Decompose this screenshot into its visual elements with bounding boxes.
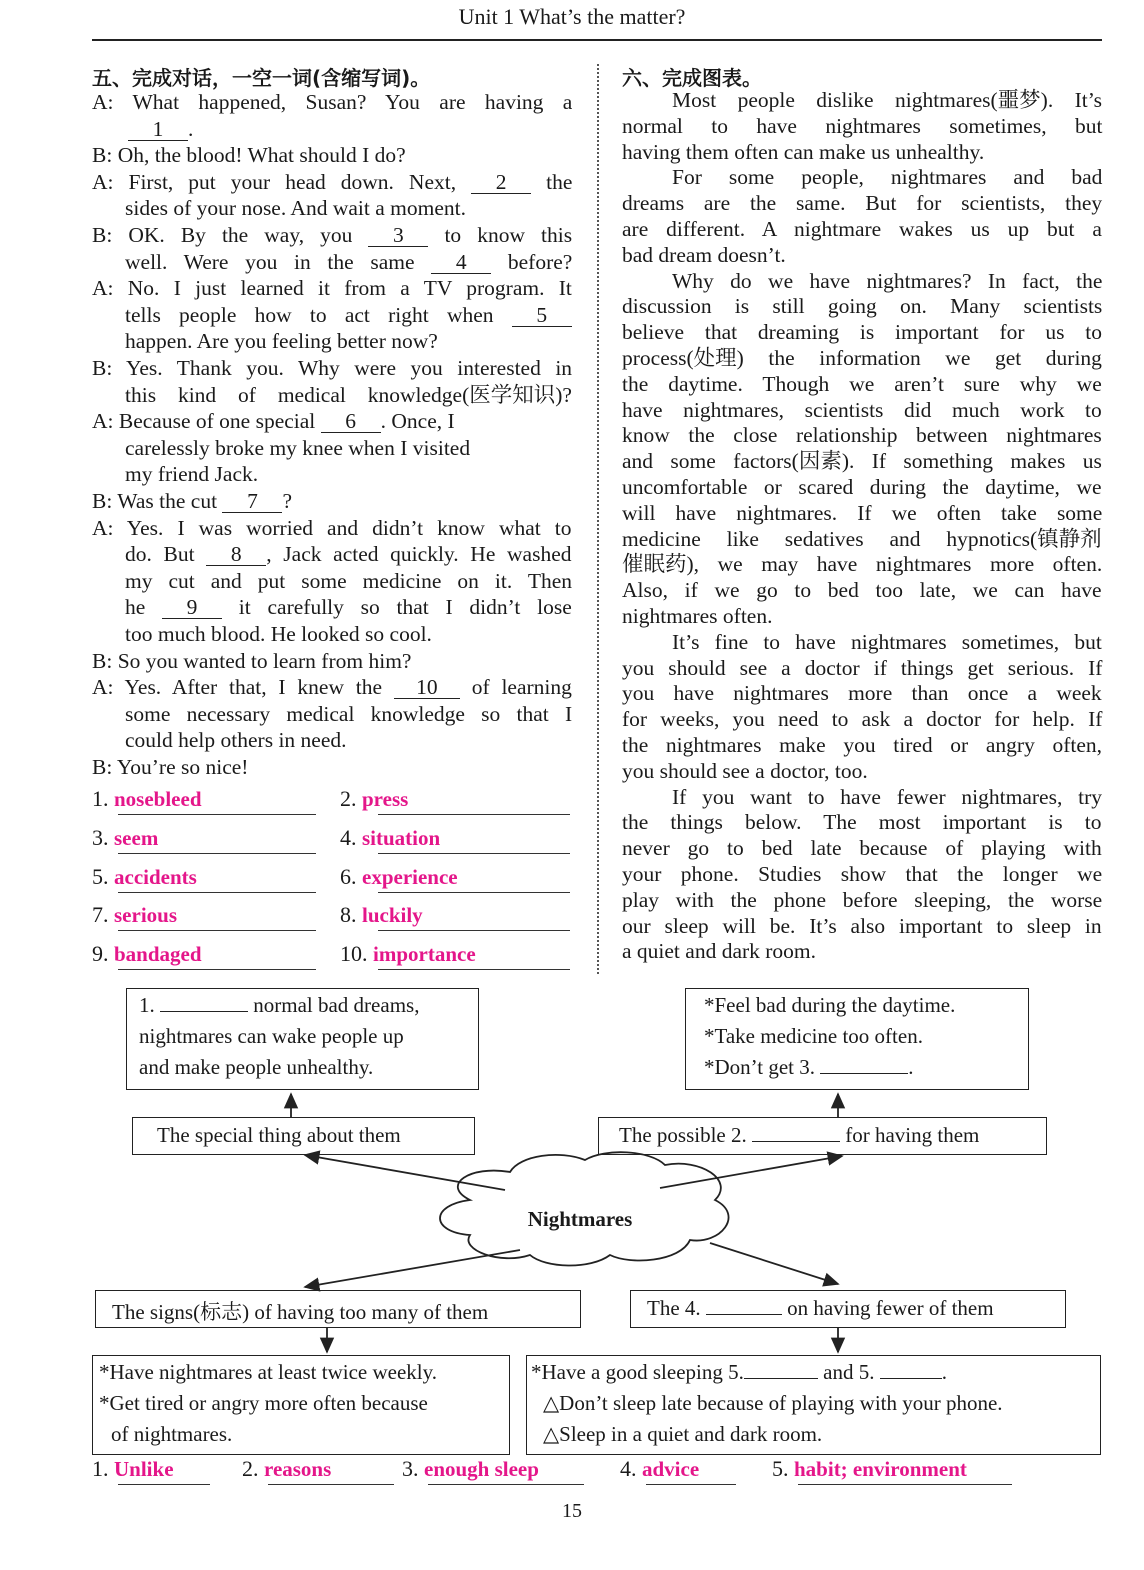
passage-line: you should see a doctor if things get serious. If bbox=[622, 655, 1103, 680]
answer-item: 6. experience bbox=[340, 863, 458, 889]
box-signs: The signs(标志) of having too many of them bbox=[95, 1290, 581, 1328]
box-causes: *Feel bad during the daytime. *Take medicine too often. *Don’t get 3. . bbox=[685, 988, 1029, 1090]
box-advice: The 4. on having fewer of them bbox=[630, 1290, 1066, 1328]
map-answer-item: 2. reasons bbox=[242, 1456, 332, 1481]
answer-word: situation bbox=[362, 825, 441, 850]
dialogue-line: B: Was the cut 7 ? bbox=[92, 489, 292, 513]
box-unlike: 1. normal bad dreams, nightmares can wake people up and make people unhealthy. bbox=[126, 988, 479, 1090]
dialogue-line: too much blood. He looked so cool. bbox=[125, 622, 432, 646]
map-answer-word: Unlike bbox=[114, 1457, 174, 1481]
answer-word: importance bbox=[373, 942, 476, 967]
mindmap-center: Nightmares bbox=[527, 1207, 633, 1231]
passage-line: you have nightmares more than once a week bbox=[622, 681, 1102, 706]
passage-line: never go to bed late because of playing with bbox=[622, 836, 1102, 861]
dialogue-line: B: So you wanted to learn from him? bbox=[92, 648, 412, 673]
answer-word: experience bbox=[362, 864, 458, 889]
dialogue-line: my cut and put some medicine on it. Then bbox=[125, 568, 573, 593]
map-answer-word: advice bbox=[642, 1457, 700, 1481]
box-possible-reasons: The possible 2. for having them bbox=[598, 1117, 1047, 1155]
passage-line: your phone. Studies show that the longer we bbox=[622, 862, 1103, 886]
passage-line: play with the phone before sleeping, the worse bbox=[622, 887, 1103, 912]
dialogue-line: A: Yes. I was worried and didn’t know what to bbox=[92, 515, 572, 540]
passage-line: know the close relationship between nightmares bbox=[622, 423, 1102, 448]
answer-word: luckily bbox=[362, 903, 423, 928]
passage-line: discussion is still going on. Many scientists bbox=[622, 294, 1103, 319]
passage-line: uncomfortable or scared during the daytime, we bbox=[622, 475, 1102, 499]
answer-blank: 9 bbox=[162, 596, 222, 619]
answer-item: 8. luckily bbox=[340, 902, 423, 928]
dialogue-line: A: No. I just learned it from a TV program. It bbox=[92, 276, 572, 301]
passage-line: normal to have nightmares sometimes, but bbox=[622, 113, 1103, 138]
map-answer-item: 5. habit; environment bbox=[772, 1456, 967, 1481]
map-answer-underline bbox=[798, 1484, 1012, 1485]
answer-blank: 10 bbox=[394, 676, 460, 699]
map-answer-word: reasons bbox=[264, 1457, 332, 1481]
passage-line: have nightmares, scientists did much work to bbox=[622, 397, 1102, 422]
dialogue-line: carelessly broke my knee when I visited bbox=[125, 435, 471, 460]
answer-word: bandaged bbox=[114, 942, 202, 967]
map-answer-item: 1. Unlike bbox=[92, 1456, 174, 1481]
dialogue-line: he 9 it carefully so that I didn’t lose bbox=[125, 595, 572, 620]
answer-blank: 8 bbox=[206, 543, 266, 566]
answer-blank: 1 bbox=[128, 118, 188, 141]
map-answer-word: habit; environment bbox=[794, 1457, 967, 1481]
map-answer-item: 4. advice bbox=[620, 1456, 700, 1481]
answer-item: 4. situation bbox=[340, 824, 441, 850]
answer-item: 5. accidents bbox=[92, 863, 197, 889]
passage-line: bad dream doesn’t. bbox=[622, 242, 786, 267]
answer-item: 3. seem bbox=[92, 824, 159, 850]
section5-title: 五、完成对话，一空一词(含缩写词)。 bbox=[92, 66, 431, 90]
page-number: 15 bbox=[562, 1500, 582, 1522]
answer-blank: 7 bbox=[222, 490, 282, 513]
passage-line: If you want to have fewer nightmares, try bbox=[672, 784, 1103, 809]
map-answer-underline bbox=[646, 1484, 736, 1485]
passage-line: process(处理) the information we get during bbox=[622, 346, 1102, 370]
answer-word: accidents bbox=[114, 864, 197, 889]
answer-word: seem bbox=[114, 825, 159, 850]
dialogue-line: tells people how to act right when 5 bbox=[125, 302, 572, 329]
passage-line: nightmares often. bbox=[622, 604, 773, 628]
answer-blank: 6 bbox=[321, 410, 381, 433]
map-answer-word: enough sleep bbox=[424, 1457, 539, 1481]
section6-title: 六、完成图表。 bbox=[622, 66, 762, 90]
passage-line: believe that dreaming is important for us to bbox=[622, 320, 1102, 345]
answer-item: 7. serious bbox=[92, 902, 177, 928]
dialogue-line: A: What happened, Susan? You are having a bbox=[92, 90, 573, 114]
passage-line: our sleep will be. It’s also important to sleep in bbox=[622, 913, 1102, 938]
box-advice-detail: *Have a good sleeping 5. and 5. . △Don’t sleep late because of playing with your phone. △Sleep in a quiet and dark room. bbox=[526, 1355, 1101, 1455]
answer-word: serious bbox=[114, 903, 177, 928]
answer-word: press bbox=[362, 787, 409, 811]
map-answer-underline bbox=[118, 1484, 210, 1485]
mindmap-answers bbox=[92, 1456, 1102, 1490]
dialogue-line: well. Were you in the same 4 before? bbox=[125, 249, 573, 274]
passage-line: the things below. The most important is to bbox=[622, 810, 1102, 835]
dialogue-line: B: You’re so nice! bbox=[92, 755, 249, 779]
passage-line: Also, if we go to bed too late, we can have bbox=[622, 578, 1102, 603]
answer-item: 2. press bbox=[340, 786, 409, 811]
answer-item: 9. bandaged bbox=[92, 941, 202, 967]
passage-line: are different. A nightmare wakes us up but a bbox=[622, 217, 1102, 241]
dialogue-line: some necessary medical knowledge so that I bbox=[125, 701, 573, 726]
dialogue-line: do. But 8 , Jack acted quickly. He washed bbox=[125, 542, 572, 567]
passage-line: will have nightmares. If we often take some bbox=[622, 500, 1103, 525]
dialogue-line: 1 . bbox=[128, 116, 193, 143]
dialogue-line: A: Because of one special 6 . Once, I bbox=[92, 409, 455, 434]
passage-line: for weeks, you need to ask a doctor for help. If bbox=[622, 707, 1103, 732]
passage-line: For some people, nightmares and bad bbox=[672, 165, 1103, 190]
dialogue-line: my friend Jack. bbox=[125, 462, 259, 487]
dialogue-line: this kind of medical knowledge(医学知识)? bbox=[125, 382, 572, 407]
dialogue-line: sides of your nose. And wait a moment. bbox=[125, 196, 466, 221]
answer-blank: 4 bbox=[431, 251, 491, 274]
passage-line: and some factors(因素). If something makes us bbox=[622, 449, 1102, 474]
answer-item: 1. nosebleed bbox=[92, 786, 202, 811]
answer-blank: 2 bbox=[471, 171, 531, 194]
passage-line: 催眠药), we may have nightmares more often. bbox=[622, 552, 1103, 577]
passage-line: Most people dislike nightmares(噩梦). It’s bbox=[672, 88, 1103, 112]
dialogue-line: A: Yes. After that, I knew the 10 of learning bbox=[92, 675, 572, 700]
passage-line: a quiet and dark room. bbox=[622, 939, 817, 964]
map-answer-underline bbox=[428, 1484, 584, 1485]
passage-line: dreams are the same. But for scientists, they bbox=[622, 191, 1103, 216]
passage-line: medicine like sedatives and hypnotics(镇静剂 bbox=[622, 526, 1102, 551]
answer-blank: 3 bbox=[368, 224, 428, 247]
dialogue-line: happen. Are you feeling better now? bbox=[125, 329, 438, 354]
map-answer-item: 3. enough sleep bbox=[402, 1456, 539, 1481]
passage-line: Why do we have nightmares? In fact, the bbox=[672, 268, 1103, 293]
running-header: Unit 1 What’s the matter? bbox=[458, 4, 686, 29]
passage-line: the nightmares make you tired or angry often, bbox=[622, 733, 1103, 757]
passage-line: you should see a doctor, too. bbox=[622, 758, 868, 783]
passage-line: the daytime. Though we aren’t sure why we bbox=[622, 371, 1102, 396]
box-signs-detail: *Have nightmares at least twice weekly. *Get tired or angry more often because of nightmares. bbox=[92, 1355, 510, 1455]
dialogue-line: B: Yes. Thank you. Why were you interested in bbox=[92, 356, 573, 380]
dialogue-line: A: First, put your head down. Next, 2 the bbox=[92, 169, 573, 194]
dialogue-line: could help others in need. bbox=[125, 728, 347, 753]
passage-line: having them often can make us unhealthy. bbox=[622, 139, 985, 164]
box-special-thing: The special thing about them bbox=[132, 1117, 475, 1155]
dialogue-line: B: Oh, the blood! What should I do? bbox=[92, 143, 406, 168]
map-answer-underline bbox=[268, 1484, 394, 1485]
dialogue-line: B: OK. By the way, you 3 to know this bbox=[92, 223, 573, 247]
answer-blank: 5 bbox=[512, 304, 572, 327]
answer-word: nosebleed bbox=[114, 787, 202, 811]
passage-line: It’s fine to have nightmares sometimes, but bbox=[672, 629, 1102, 654]
answer-item: 10. importance bbox=[340, 941, 476, 967]
